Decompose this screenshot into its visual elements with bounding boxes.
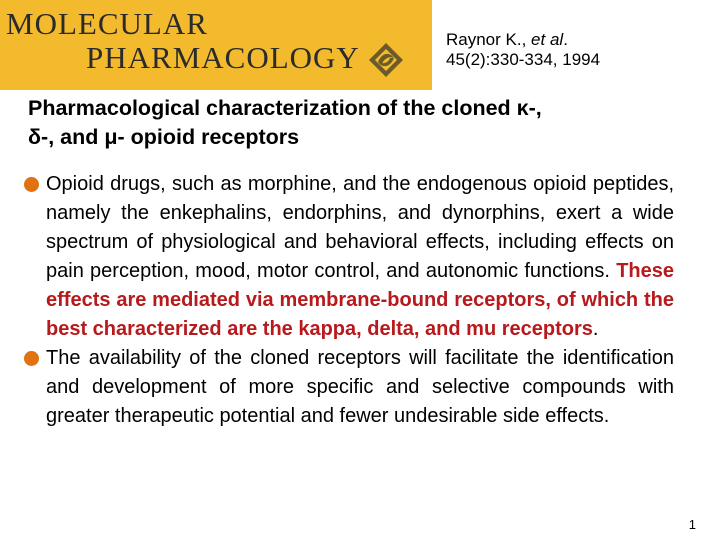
bullet-item-2 [24,344,674,431]
bullet-item-1 [24,170,674,344]
journal-emblem-icon [366,40,406,80]
journal-name-line1: MOLECULAR [6,6,208,41]
journal-name-line2: PHARMACOLOGY [86,40,360,75]
page-number: 1 [688,517,696,532]
orange-circle-bullet-icon [24,351,39,366]
orange-circle-bullet-icon [24,177,39,192]
journal-banner [0,0,432,90]
bullet-1-highlight: These effects are mediated via membrane-bound receptors, of which the best characterized are the kappa, delta, and mu receptors [46,260,674,340]
slide-title-line2: δ-, and μ- opioid receptors [28,125,300,149]
slide-title-line1: Pharmacological characterization of the cloned κ-, [28,96,542,120]
citation-et-al: et al [531,30,564,49]
bullet-2-text: The availability of the cloned receptors will facilitate the identification and development of more specific and selective compounds with greater therapeutic potential and fewer undesirable side effects. [46,347,674,427]
bullet-1-text: Opioid drugs, such as morphine, and the endogenous opioid peptides, namely the enkephalins, endorphins, and dynorphins, exert a wide spectrum of physiological and behavioral effects, including effects on pain perception, mood, motor control, and autonomic functions. [46,173,674,282]
citation-details: 45(2):330-334, 1994 [446,50,601,69]
bullet-1-text-end: . [592,318,599,340]
citation-authors-line [446,30,600,50]
slide-title [28,94,718,152]
citation-period: . [563,30,568,49]
citation-authors: Raynor K., [446,30,532,49]
citation [446,30,600,70]
bullet-list [24,170,674,431]
